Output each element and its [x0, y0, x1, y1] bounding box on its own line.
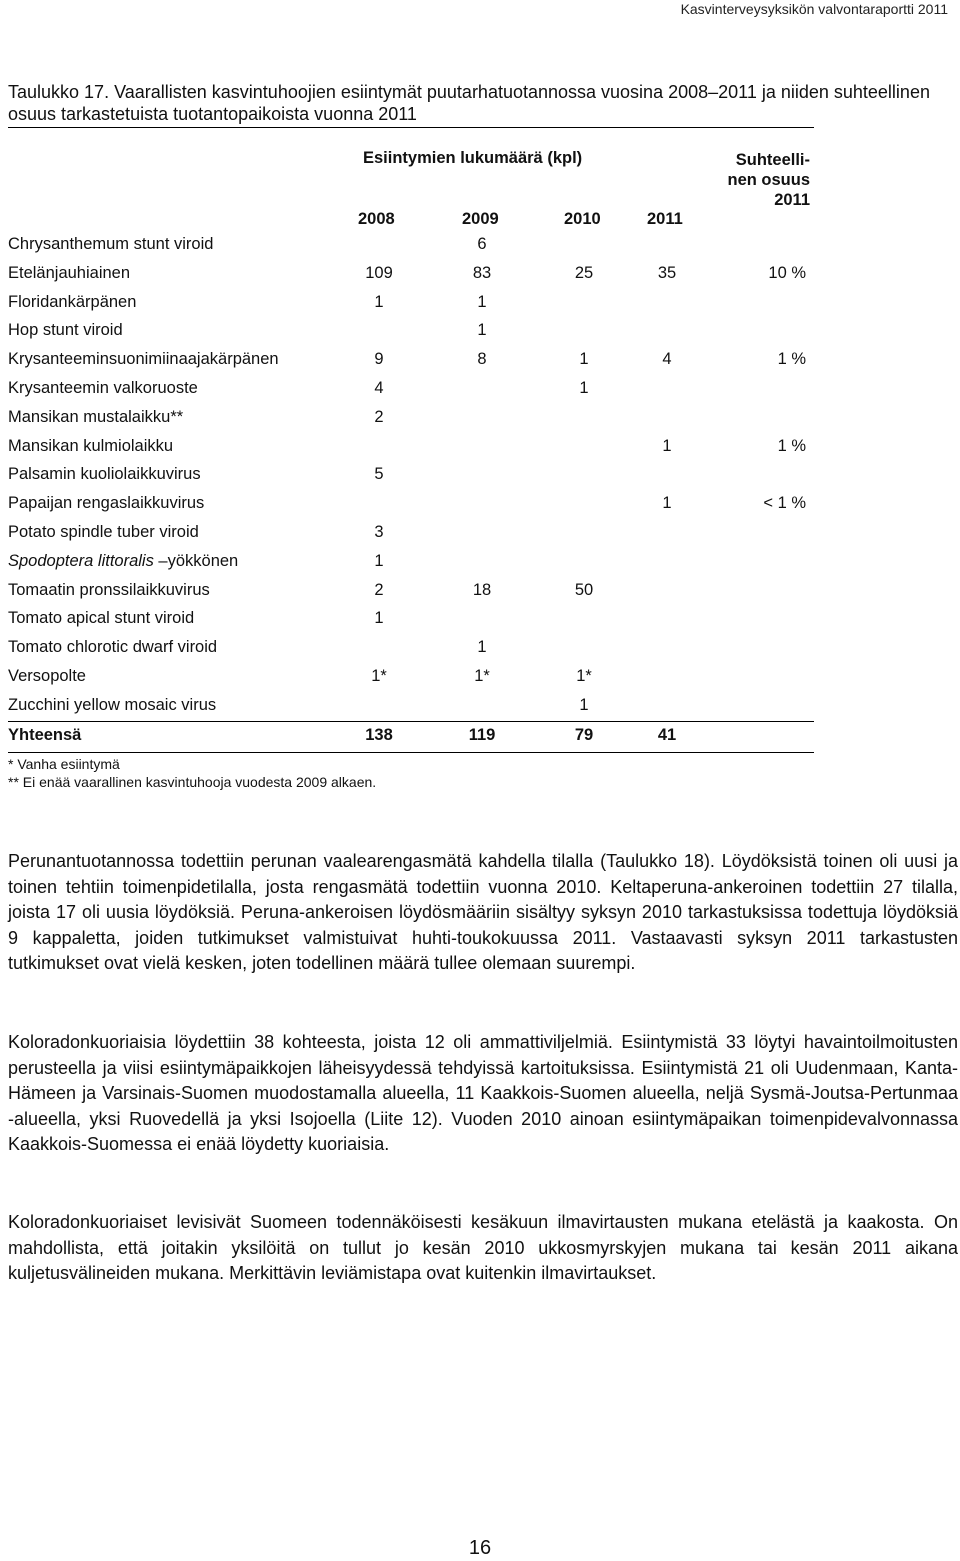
year-header-2009: 2009	[462, 210, 499, 228]
row-name: Etelänjauhiainen	[8, 263, 131, 282]
cell-2009: 18	[472, 580, 492, 599]
footnote-2: ** Ei enää vaarallinen kasvintuhooja vuodesta 2009 alkaen.	[8, 774, 377, 790]
table-row	[8, 408, 814, 434]
table-row	[8, 350, 814, 376]
cell-2009: 6	[477, 235, 487, 253]
total-2009: 119	[468, 726, 496, 744]
table-row	[8, 552, 814, 578]
cell-2008: 2	[374, 407, 384, 426]
year-header-2008: 2008	[358, 210, 395, 228]
row-name: Tomato chlorotic dwarf viroid	[8, 638, 218, 657]
cell-2009: 1	[477, 292, 487, 311]
row-name-rest: –yökkönen	[153, 551, 239, 570]
cell-2010: 1	[579, 350, 589, 369]
caption-divider	[8, 127, 814, 128]
cell-2011: 1	[662, 436, 672, 455]
cell-relative-share: 1 %	[777, 436, 806, 455]
table-row	[8, 523, 814, 549]
table-row	[8, 609, 814, 635]
row-name: Mansikan kulmiolaikku	[8, 436, 174, 455]
cell-2011: 4	[662, 350, 672, 369]
cell-2008: 2	[374, 580, 384, 599]
cell-2010: 25	[574, 263, 594, 282]
cell-relative-share: 1 %	[777, 350, 806, 369]
table-row	[8, 494, 814, 520]
cell-2008: 4	[374, 379, 384, 397]
year-header-2010: 2010	[564, 210, 601, 228]
row-name	[8, 552, 238, 571]
paragraph-3: Koloradonkuoriaiset levisivät Suomeen todennäköisesti kesäkuun ilmavirtausten mukana etelästä ja kaakosta. On mahdollista, että joitakin yksilöitä on tullut jo kesän 2010 ukkosmyrskyjen mukana tai kesän 2011 aikana kuljetusvälineiden mukana. Merkittävin leviämistapa ovat kuitenkin ilmavirtaukset.	[8, 1212, 958, 1283]
footnote-1: * Vanha esiintymä	[8, 756, 120, 772]
cell-2011: 1	[662, 494, 672, 513]
table-row	[8, 321, 814, 347]
cell-2009: 1*	[474, 667, 490, 685]
relative-share-header	[690, 150, 810, 210]
row-name: Chrysanthemum stunt viroid	[8, 235, 214, 253]
row-name-italic: Spodoptera littoralis	[8, 551, 154, 570]
group-header: Esiintymien lukumäärä (kpl)	[363, 149, 583, 167]
cell-2008: 1*	[371, 667, 387, 685]
cell-2008: 1	[374, 609, 384, 628]
table-row	[8, 437, 814, 463]
row-name: Mansikan mustalaikku**	[8, 407, 184, 426]
table-row	[8, 667, 814, 693]
cell-2011: 35	[657, 263, 677, 282]
row-name: Hop stunt viroid	[8, 321, 123, 340]
cell-2009: 8	[477, 350, 487, 369]
relative-share-header-line1: Suhteelli-	[735, 151, 810, 169]
cell-relative-share: 10 %	[768, 263, 806, 282]
total-row	[8, 726, 814, 752]
cell-2010: 1	[579, 379, 589, 397]
cell-2010: 1*	[576, 667, 592, 685]
table-row	[8, 696, 814, 722]
table-row	[8, 293, 814, 319]
row-name: Palsamin kuoliolaikkuvirus	[8, 465, 201, 484]
cell-2009: 83	[472, 263, 492, 282]
total-bottom-divider	[8, 752, 814, 753]
relative-share-header-line2: nen osuus	[727, 171, 810, 189]
cell-2009: 1	[477, 321, 487, 340]
page-number: 16	[468, 1537, 492, 1559]
table-row	[8, 379, 814, 405]
row-name: Tomaatin pronssilaikkuvirus	[8, 580, 210, 599]
cell-2009: 1	[477, 638, 487, 657]
row-name: Floridankärpänen	[8, 292, 137, 311]
row-name: Zucchini yellow mosaic virus	[8, 695, 217, 714]
total-2010: 79	[574, 726, 594, 744]
report-header: Kasvinterveysyksikön valvontaraportti 2011	[680, 1, 948, 17]
total-2008: 138	[365, 726, 393, 744]
table-row	[8, 638, 814, 664]
cell-2008: 3	[374, 523, 384, 541]
cell-2008: 1	[374, 551, 384, 570]
total-label: Yhteensä	[8, 726, 82, 744]
row-name: Potato spindle tuber viroid	[8, 523, 199, 541]
relative-share-header-line3: 2011	[774, 191, 810, 209]
cell-2010: 50	[574, 580, 594, 599]
row-name: Krysanteeminsuonimiinaajakärpänen	[8, 350, 279, 369]
table-row	[8, 235, 814, 261]
table-row	[8, 581, 814, 607]
table-caption: Taulukko 17. Vaarallisten kasvintuhoojien esiintymät puutarhatuotannossa vuosina 2008–2011 ja niiden suhteellinen osuus tarkastetuista tuotantopaikoista vuonna 2011	[8, 82, 930, 124]
cell-2008: 5	[374, 465, 384, 484]
paragraph-2: Koloradonkuoriaisia löydettiin 38 kohteesta, joista 12 oli ammattiviljelmiä. Esiintymistä 33 löytyi havaintoilmoitusten perusteella ja viisi esiintymäpaikkojen läheisyydessä tehdyissä kartoituksissa. Esiintymistä 21 oli Uudenmaan, Kanta-Hämeen ja Varsinais-Suomen muodostamalla alueella, 11 Kaakkois-Suomen alueella, neljä Sysmä-Joutsa-Pertunmaa -alueella, yksi Ruovedellä ja yksi Isojoella (Liite 12). Vuoden 2010 ainoan esiintymäpaikan toimenpidevalvonnassa Kaakkois-Suomessa ei enää löydetty kuoriaisia.	[8, 1032, 958, 1154]
cell-2010: 1	[579, 695, 589, 714]
total-2011: 41	[657, 726, 677, 744]
cell-2008: 1	[374, 292, 384, 311]
paragraph-1: Perunantuotannossa todettiin perunan vaalearengasmätä kahdella tilalla (Taulukko 18). Löydöksistä toinen oli uusi ja toinen tehtiin toimenpidetilalla, josta rengasmätä todettiin vuonna 2010. Keltaperuna-ankeroinen todettiin 27 tilalla, joista 17 oli uusia löydöksiä. Peruna-ankeroisen löydösmääriin sisältyy syksyn 2010 tarkastuksissa todettuja löydöksiä 9 kappaletta, joiden tutkimukset valmistuivat huhti-toukokuussa 2011. Vastaavasti syksyn 2011 tarkastusten tutkimukset ovat vielä kesken, joten todellinen määrä tullee olemaan suurempi.	[8, 851, 958, 973]
row-name: Versopolte	[8, 667, 86, 685]
row-name: Tomato apical stunt viroid	[8, 609, 195, 628]
cell-2008: 109	[365, 263, 393, 282]
cell-relative-share: < 1 %	[763, 494, 806, 513]
year-header-2011: 2011	[647, 210, 683, 228]
total-divider	[8, 721, 814, 722]
table-row	[8, 465, 814, 491]
cell-2008: 9	[374, 350, 384, 369]
row-name: Papaijan rengaslaikkuvirus	[8, 494, 205, 513]
table-row	[8, 264, 814, 290]
row-name: Krysanteemin valkoruoste	[8, 379, 198, 397]
